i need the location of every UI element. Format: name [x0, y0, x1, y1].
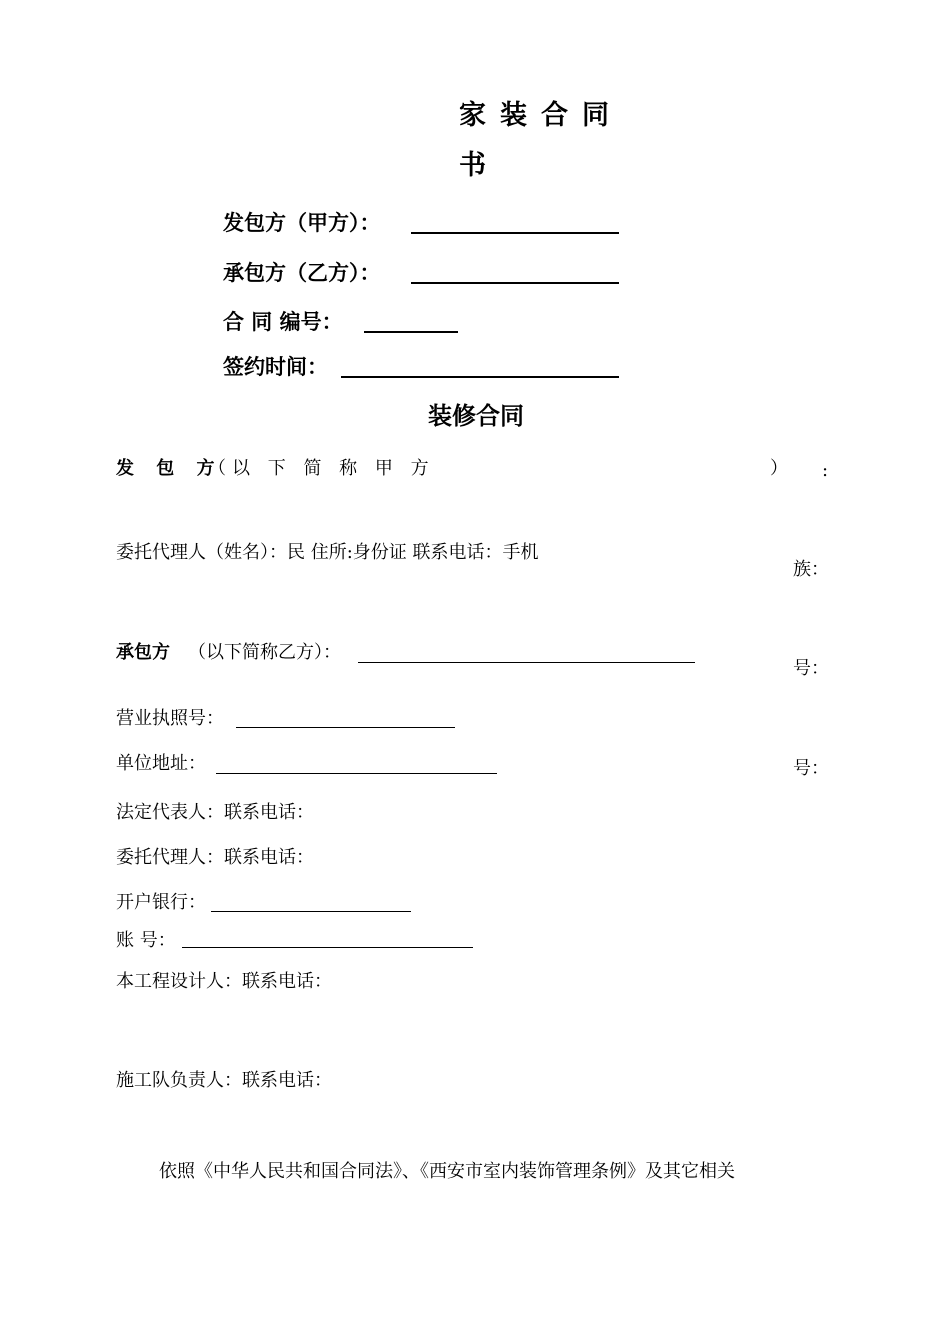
sign-date-blank[interactable]	[341, 376, 619, 378]
bank-blank[interactable]	[211, 911, 411, 912]
account-label: 账 号：	[116, 930, 176, 951]
party-a-note: （以 下 简 称 甲 方	[208, 458, 435, 479]
party-a-colon: :	[822, 460, 829, 481]
cover-title-line1: 家装合同	[459, 100, 623, 131]
right-col-number-2: 号：	[793, 758, 829, 779]
address-blank[interactable]	[216, 773, 497, 774]
party-b-label: 承包方（乙方）：	[223, 260, 381, 285]
party-b-blank[interactable]	[411, 282, 619, 284]
bank-label: 开户银行：	[116, 892, 206, 913]
party-b-blank-line[interactable]	[358, 662, 695, 663]
sign-date-label: 签约时间：	[223, 354, 328, 379]
agent-line: 委托代理人（姓名）：民 住所:身份证 联系电话：手机	[116, 542, 539, 563]
address-label: 单位地址：	[116, 753, 206, 774]
right-col-ethnicity: 族：	[793, 559, 829, 580]
legal-rep-line: 法定代表人：联系电话：	[116, 802, 314, 823]
party-b-title: 承包方	[116, 642, 170, 663]
right-col-number-1: 号：	[793, 658, 829, 679]
party-a-label: 发包方（甲方）：	[223, 210, 381, 235]
cover-title-line2: 书	[459, 150, 500, 181]
crew-line: 施工队负责人：联系电话：	[116, 1070, 332, 1091]
contract-no-blank[interactable]	[364, 331, 458, 333]
account-blank[interactable]	[182, 947, 473, 948]
agent2-line: 委托代理人：联系电话：	[116, 847, 314, 868]
contract-no-label: 合 同 编号：	[223, 309, 343, 334]
basis-paragraph: 依照《中华人民共和国合同法》、《西安市室内装饰管理条例》及其它相关	[159, 1161, 735, 1182]
party-b-note: （以下简称乙方）：	[188, 642, 341, 663]
party-a-title: 发 包 方	[116, 458, 223, 479]
party-a-blank[interactable]	[411, 232, 619, 234]
contract-heading: 装修合同	[428, 401, 524, 430]
license-label: 营业执照号：	[116, 708, 224, 729]
designer-line: 本工程设计人：联系电话：	[116, 971, 332, 992]
party-a-note-close: ）	[770, 458, 788, 479]
license-blank[interactable]	[236, 727, 455, 728]
